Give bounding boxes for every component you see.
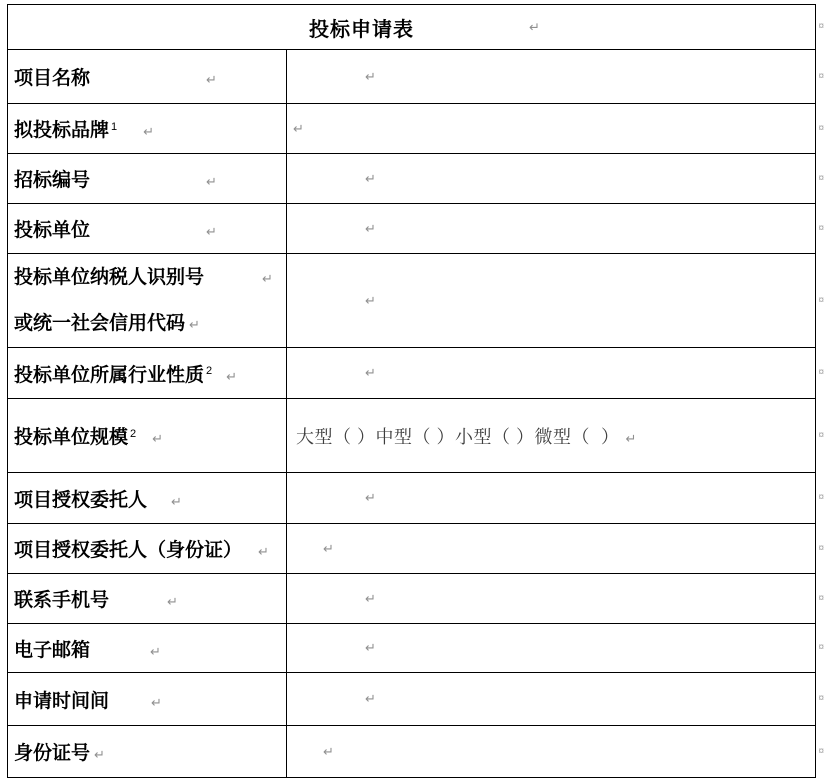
end-of-row-mark-icon: ¤: [818, 21, 824, 32]
paragraph-mark-icon: ↵: [365, 490, 376, 506]
table-title: 投标申请表: [309, 18, 414, 41]
paragraph-mark-icon: ↵: [323, 743, 334, 759]
field-label: 投标单位: [14, 220, 91, 241]
field-label-cell: [8, 574, 287, 624]
end-of-row-mark-icon: ¤: [818, 122, 824, 134]
paragraph-mark-icon: ↵: [226, 368, 238, 384]
table-row-authorized-agent: [8, 473, 816, 524]
paragraph-mark-icon: ↵: [189, 316, 200, 332]
field-value-cell[interactable]: [287, 254, 824, 348]
paragraph-mark-icon: ↵: [167, 594, 178, 610]
end-of-row-mark-icon: ¤: [818, 542, 824, 554]
paragraph-mark-icon: ↵: [94, 747, 105, 763]
field-label-cell: [8, 204, 287, 254]
field-label-cell: [8, 399, 287, 473]
paragraph-mark-icon: ↵: [323, 540, 334, 556]
table-row-proposed-brand: [8, 104, 816, 154]
paragraph-mark-icon: ↵: [152, 431, 164, 447]
end-of-row-mark-icon: ¤: [818, 222, 824, 234]
field-label-cell: [8, 348, 287, 399]
field-label-cell: [8, 524, 287, 574]
table-row-bidding-unit: [8, 204, 816, 254]
table-row-email: [8, 624, 816, 673]
paragraph-mark-icon: ↵: [365, 365, 376, 381]
paragraph-mark-icon: ↵: [206, 174, 217, 190]
field-value-cell[interactable]: [287, 473, 824, 524]
field-value-cell[interactable]: [287, 624, 824, 673]
paragraph-mark-icon: ↵: [258, 544, 269, 560]
table-row-industry-nature: [8, 348, 816, 399]
field-label-cell: [8, 104, 287, 154]
end-of-row-mark-icon: ¤: [818, 745, 824, 757]
field-value-cell[interactable]: [287, 574, 824, 624]
table-row-project-name: [8, 50, 816, 104]
footnote-superscript: 2: [130, 427, 137, 440]
table-title-cell: [8, 5, 824, 50]
field-label: 招标编号: [14, 170, 91, 191]
field-value-cell[interactable]: [287, 726, 824, 778]
field-label-line1: 投标单位纳税人识别号: [14, 266, 205, 288]
field-label: 投标单位规模: [14, 427, 129, 448]
end-of-row-mark-icon: ¤: [818, 492, 824, 503]
field-value-cell[interactable]: [287, 673, 824, 726]
field-label-cell: [8, 473, 287, 524]
end-of-row-mark-icon: ¤: [818, 693, 824, 704]
end-of-row-mark-icon: ¤: [818, 592, 824, 604]
table-row-tender-number: [8, 154, 816, 204]
field-value-cell[interactable]: [287, 524, 824, 574]
table-row-taxpayer-id: [8, 254, 816, 348]
field-label-cell: [8, 50, 287, 104]
footnote-superscript: 1: [111, 120, 118, 133]
field-label: 身份证号: [14, 743, 91, 764]
bid-application-table: [7, 4, 824, 778]
field-value-cell[interactable]: [287, 104, 824, 154]
end-of-row-mark-icon: ¤: [818, 429, 824, 441]
field-label: 项目名称: [14, 68, 91, 89]
field-label-line2: 或统一社会信用代码: [14, 312, 186, 334]
field-label: 电子邮箱: [14, 639, 91, 661]
field-value-text: 大型（ ）中型（ ）小型（ ）微型（ ）: [296, 426, 620, 447]
end-of-row-mark-icon: ¤: [818, 172, 824, 184]
field-label-cell: [8, 254, 287, 348]
table-row-unit-scale: [8, 399, 816, 473]
field-value-cell[interactable]: [287, 154, 824, 204]
table-row-id-number: [8, 726, 816, 778]
paragraph-mark-icon: ↵: [365, 170, 376, 186]
table-row-authorized-agent-id: [8, 524, 816, 574]
table-row-mobile-number: [8, 574, 816, 624]
paragraph-mark-icon: ↵: [365, 292, 376, 308]
paragraph-mark-icon: ↵: [206, 72, 217, 88]
field-value-cell[interactable]: [287, 50, 824, 104]
paragraph-mark-icon: ↵: [365, 640, 376, 656]
paragraph-mark-icon: ↵: [150, 643, 161, 659]
field-label-cell: [8, 624, 287, 673]
field-value-cell[interactable]: [287, 204, 824, 254]
field-label: 投标单位所属行业性质: [14, 364, 205, 386]
field-label: 联系手机号: [14, 590, 110, 611]
paragraph-mark-icon: ↵: [151, 694, 162, 710]
paragraph-mark-icon: ↵: [529, 19, 540, 35]
field-label-cell: [8, 154, 287, 204]
table-row-application-time: [8, 673, 816, 726]
paragraph-mark-icon: ↵: [206, 224, 217, 240]
field-label: 项目授权委托人: [14, 489, 148, 511]
paragraph-mark-icon: ↵: [143, 124, 155, 140]
field-label-cell: [8, 726, 287, 778]
end-of-row-mark-icon: ¤: [818, 642, 824, 653]
paragraph-mark-icon: ↵: [365, 691, 376, 707]
paragraph-mark-icon: ↵: [365, 220, 376, 236]
field-label: 申请时间间: [14, 690, 110, 712]
paragraph-mark-icon: ↵: [293, 120, 304, 136]
end-of-row-mark-icon: ¤: [818, 70, 824, 82]
field-value-cell[interactable]: [287, 399, 824, 473]
end-of-row-mark-icon: ¤: [818, 367, 824, 378]
paragraph-mark-icon: ↵: [262, 270, 273, 286]
end-of-row-mark-icon: ¤: [818, 294, 824, 306]
title-row: [8, 5, 816, 50]
paragraph-mark-icon: ↵: [171, 493, 182, 509]
field-label: 拟投标品牌: [14, 120, 110, 141]
field-label: 项目授权委托人（身份证）: [14, 540, 243, 561]
paragraph-mark-icon: ↵: [365, 68, 376, 84]
field-value-cell[interactable]: [287, 348, 824, 399]
footnote-superscript: 2: [206, 365, 213, 378]
paragraph-mark-icon: ↵: [625, 430, 637, 446]
paragraph-mark-icon: ↵: [365, 590, 376, 606]
field-label-cell: [8, 673, 287, 726]
